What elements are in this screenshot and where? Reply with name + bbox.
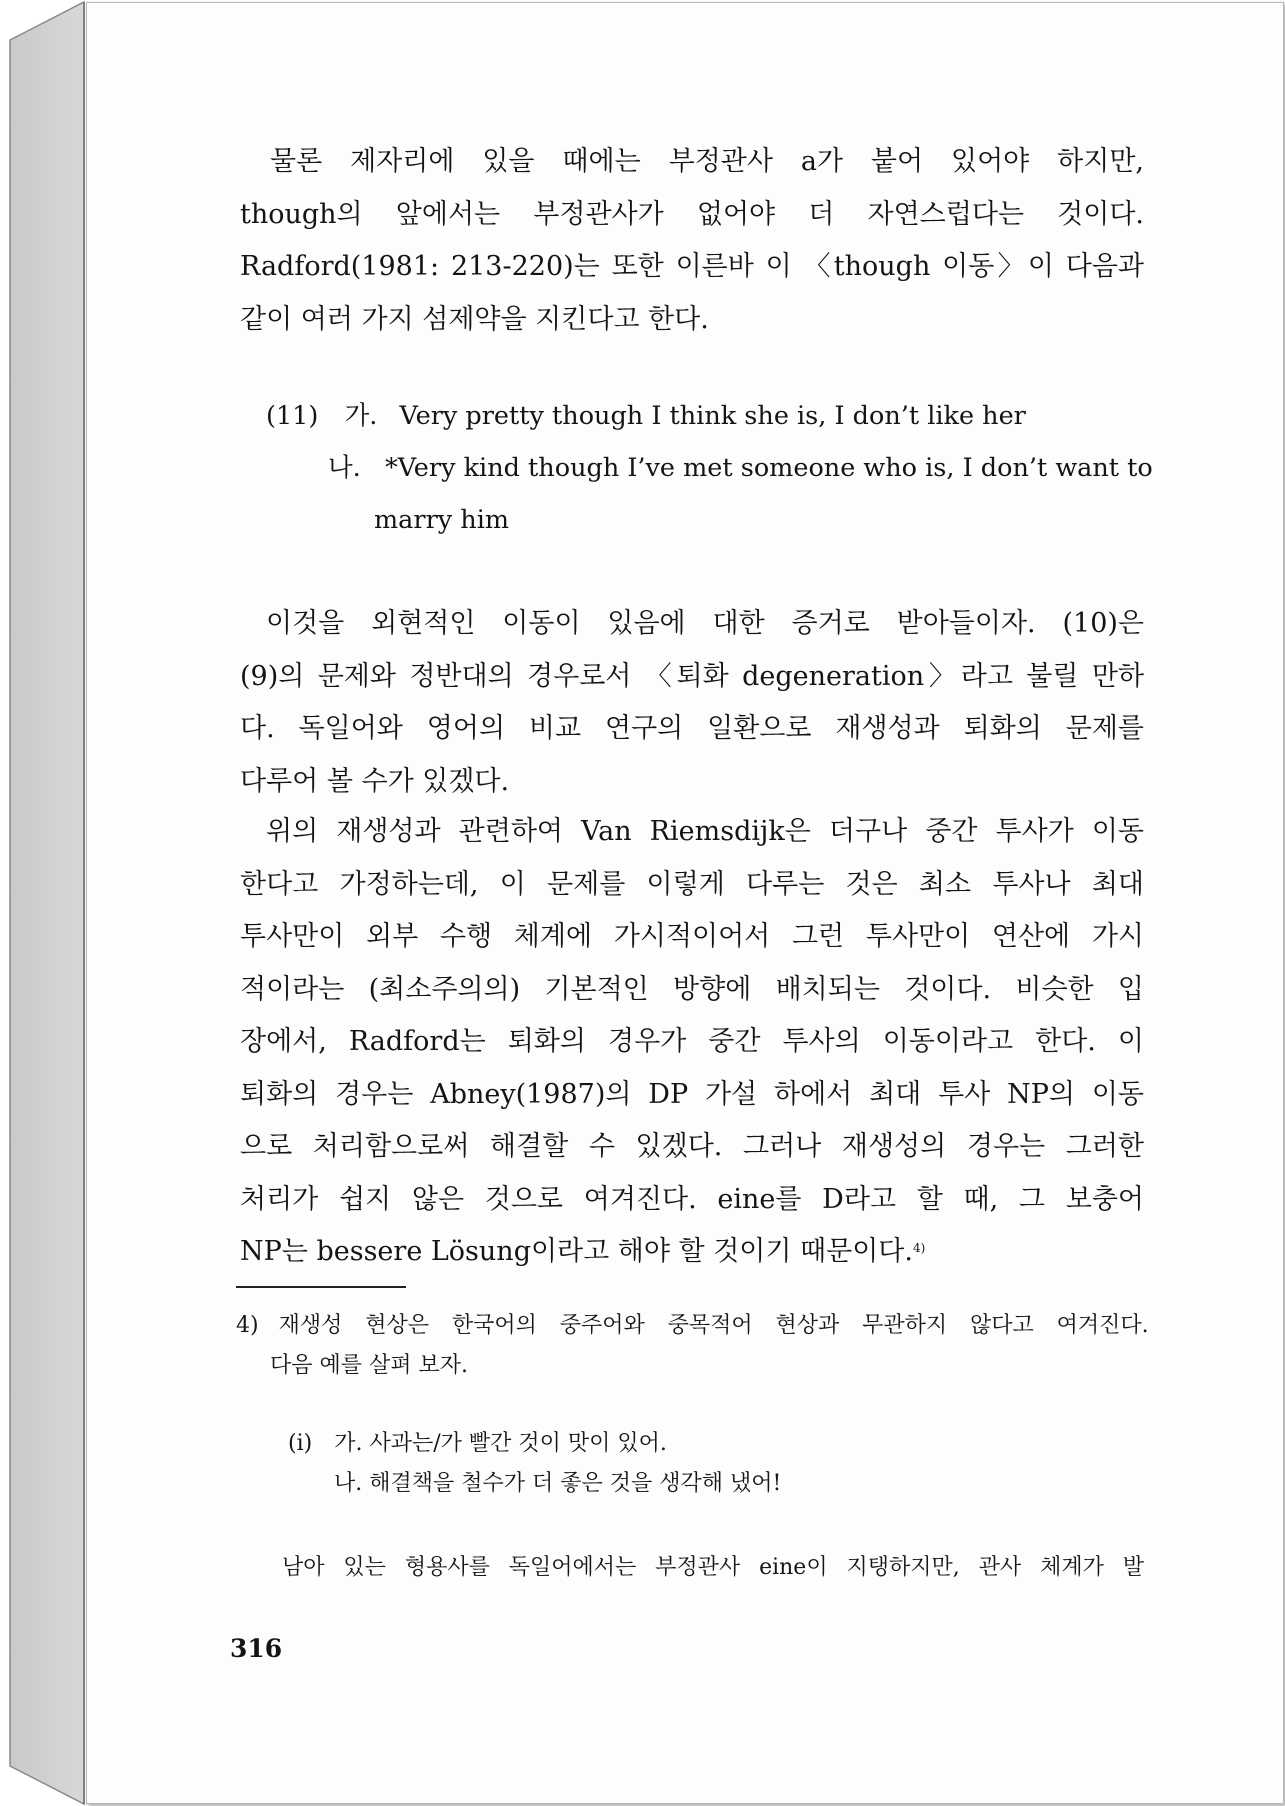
example-11-ga-marker: 가. <box>344 401 378 431</box>
paragraph-3 <box>240 806 1144 1279</box>
footnote-example-na: 나. 해결책을 철수가 더 좋은 것을 생각해 냈어! <box>334 1471 782 1496</box>
paragraph-1-line-4: 같이 여러 가지 섬제약을 지킨다고 한다. <box>240 303 709 335</box>
example-11-na-text-line-2: marry him <box>374 505 510 535</box>
page-number: 316 <box>230 1634 283 1663</box>
paragraph-3-line-2: 한다고 가정하는데, 이 문제를 이렇게 다루는 것은 최소 투사나 최대 <box>240 868 1144 900</box>
paragraph-3-line-4: 적이라는 (최소주의의) 기본적인 방향에 배치되는 것이다. 비슷한 입 <box>240 973 1144 1005</box>
paragraph-3-line-3: 투사만이 외부 수행 체계에 가시적이어서 그런 투사만이 연산에 가시 <box>240 921 1144 952</box>
paragraph-1-line-2: though의 앞에서는 부정관사가 없어야 더 자연스럽다는 것이다. <box>240 198 1144 230</box>
footnote-closing-line: 남아 있는 형용사를 독일어에서는 부정관사 eine이 지탱하지만, 관사 체계가 발 <box>282 1555 1144 1580</box>
paragraph-3-line-7: 으로 처리함으로써 해결할 수 있겠다. 그러나 재생성의 경우는 그러한 <box>240 1131 1144 1162</box>
paragraph-3-line-9 <box>240 1226 1144 1279</box>
paragraph-1 <box>240 136 1144 346</box>
footnote-text-line-1: 재생성 현상은 한국어의 중주어와 중목적어 현상과 무관하지 않다고 여겨진다. <box>278 1313 1149 1338</box>
example-11-ga-text: Very pretty though I think she is, I don’t like her <box>399 401 1026 431</box>
footnote-line-1 <box>236 1306 1149 1346</box>
paragraph-3-line-8: 처리가 쉽지 않은 것으로 여겨진다. eine를 D라고 할 때, 그 보충어 <box>240 1183 1144 1215</box>
paragraph-3-line-5: 장에서, Radford는 퇴화의 경우가 중간 투사의 이동이라고 한다. 이 <box>240 1026 1144 1057</box>
paragraph-2 <box>240 598 1144 808</box>
footnote-example-ga-row <box>288 1424 667 1464</box>
paragraph-3-line-6: 퇴화의 경우는 Abney(1987)의 DP 가설 하에서 최대 투사 NP의 이동 <box>240 1078 1144 1110</box>
example-11-na-marker: 나. <box>328 453 361 483</box>
paragraph-1-line-3: Radford(1981: 213-220)는 또한 이른바 이 〈though 이동〉이 다음과 <box>240 251 1144 282</box>
paragraph-2-line-3: 다. 독일어와 영어의 비교 연구의 일환으로 재생성과 퇴화의 문제를 <box>240 713 1144 744</box>
footnote-reference: 4) <box>912 1241 926 1255</box>
paragraph-3-line-9-text: NP는 bessere Lösung이라고 해야 할 것이기 때문이다. <box>240 1236 913 1267</box>
footnote-closing-row <box>282 1548 1144 1588</box>
paragraph-1-line-1: 물론 제자리에 있을 때에는 부정관사 a가 붙어 있어야 하지만, <box>270 146 1144 177</box>
footnote-example-ga: 가. 사과는/가 빨간 것이 맛이 있어. <box>334 1431 667 1456</box>
paragraph-2-line-4: 다루어 볼 수가 있겠다. <box>240 765 510 797</box>
paragraph-2-line-2: (9)의 문제와 정반대의 경우로서 〈퇴화 degeneration〉라고 불릴 만하 <box>240 660 1144 692</box>
footnote-marker: 4) <box>236 1313 259 1338</box>
footnote-text-line-2: 다음 예를 살펴 보자. <box>270 1353 468 1378</box>
example-11-na-text-line-1: *Very kind though I’ve met someone who is, I don’t want to <box>384 453 1153 483</box>
example-11-number: (11) <box>266 401 319 431</box>
paragraph-3-line-1: 위의 재생성과 관련하여 Van Riemsdijk은 더구나 중간 투사가 이동 <box>266 816 1144 847</box>
footnote-divider <box>236 1286 406 1288</box>
paragraph-2-line-1: 이것을 외현적인 이동이 있음에 대한 증거로 받아들이자. (10)은 <box>266 608 1144 639</box>
footnote-example-number: (i) <box>288 1431 313 1456</box>
